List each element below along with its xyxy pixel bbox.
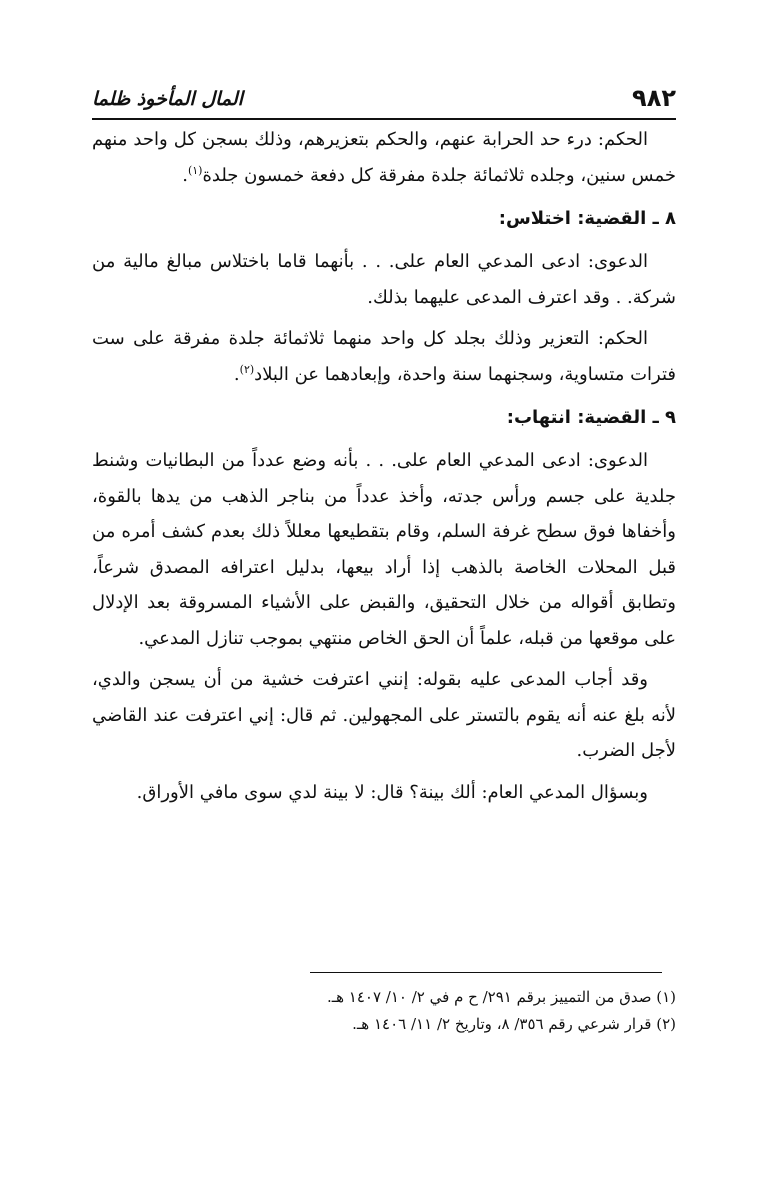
paragraph-evidence-question: وبسؤال المدعي العام: ألك بينة؟ قال: لا بينة لدي سوى مافي الأوراق. [136,781,648,803]
paragraph-ruling-1 [92,122,676,193]
footnote-ref-2: (٢) [239,362,255,376]
case-heading-9: ٩ ـ القضية: انتهاب: [506,407,676,428]
page-header [92,84,676,120]
footnote-rule [310,972,662,973]
paragraph-defendant-reply: وقد أجاب المدعى عليه بقوله: إنني اعترفت خشية من أن يسجن والدي، لأنه بلغ عنه أنه يقوم بالتستر على المجهولين. ثم قال: إني اعترفت عند القاضي لأجل الضرب. [92,669,676,761]
footnote-ref-1: (١) [187,163,203,177]
paragraph-claim-9: الدعوى: ادعى المدعي العام على. . . بأنه وضع عدداً من البطانيات وشنط جلدية على جسم ورأس جدته، وأخذ عدداً من بناجر الذهب من يدها بالقوة، وأخفاها فوق سطح غرفة السلم، وقام بتقطيعها معللاً ذلك بعدم كشف أمره من قبل المحلات الخاصة بالذهب إذا أراد بيعها، بدليل اعترافه المصدق شرعاً، وتطابق أقواله من خلال التحقيق، والقبض على الأشياء المسروقة بعد الإدلال على موقعها من قبله، علماً أن الحق الخاص منتهي بموجب تنازل المدعي. [92,450,676,649]
paragraph-text: الحكم: التعزير وذلك بجلد كل واحد منهما ثلاثمائة جلدة مفرقة على ست فترات متساوية، وسجنهما سنة واحدة، وإبعادهما عن البلاد [92,328,676,385]
paragraph-text: الحكم: درء حد الحرابة عنهم، والحكم بتعزيرهم، وذلك بسجن كل واحد منهم خمس سنين، وجلده ثلاثمائة جلدة مفرقة كل دفعة خمسون جلدة [92,129,676,186]
footnote-2: (٢) قرار شرعي رقم ٣٥٦/ ٨، وتاريخ ٢/ ١١/ ١٤٠٦ هـ. [352,1015,676,1033]
paragraph-end: . [182,164,188,186]
header-rule [92,118,676,120]
case-heading-8: ٨ ـ القضية: اختلاس: [498,208,676,229]
running-title: المال المأخوذ ظلما [92,88,243,110]
page-number: ٩٨٢ [632,84,676,112]
paragraph-claim-8: الدعوى: ادعى المدعي العام على. . . بأنهما قاما باختلاس مبالغ مالية من شركة. . وقد اعترف المدعى عليهما بذلك. [92,251,676,308]
paragraph-ruling-8 [92,321,676,392]
footnote-1: (١) صدق من التمييز برقم ٢٩١/ ح م في ٢/ ١٠/ ١٤٠٧ هـ. [326,988,676,1006]
main-text [92,122,676,810]
paragraph-end: . [233,363,240,385]
footnotes [92,984,676,1038]
